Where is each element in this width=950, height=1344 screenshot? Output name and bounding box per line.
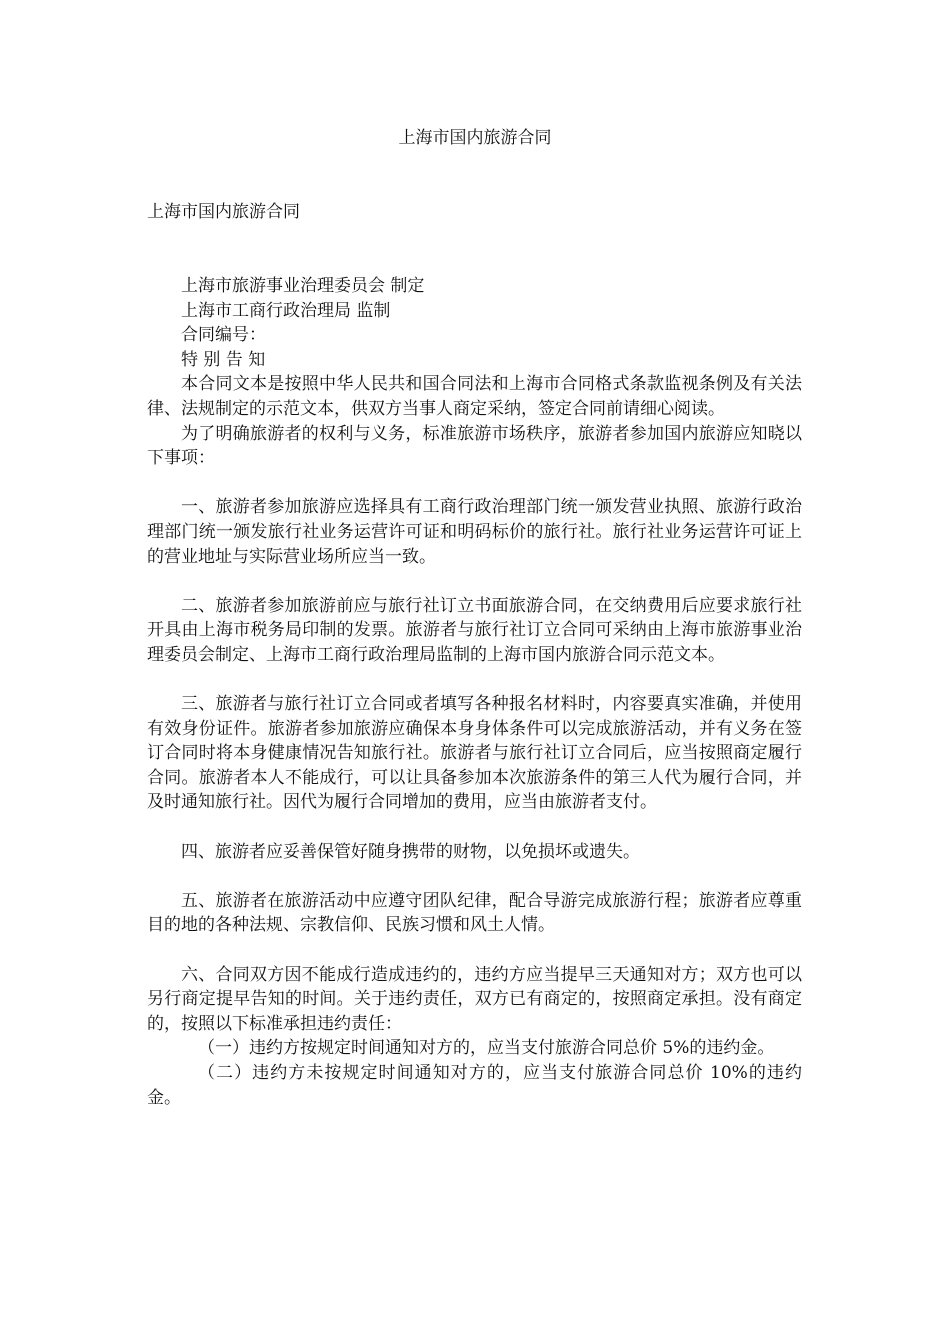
penalty-sub-item: （二）违约方未按规定时间通知对方的，应当支付旅游合同总价 10%的违约金。 (147, 1063, 802, 1108)
contract-number-label: 合同编号： (181, 325, 266, 346)
paragraph-gap (147, 938, 802, 963)
paragraph-gap (147, 815, 802, 840)
penalty-sub-item: （一）违约方按规定时间通知对方的，应当支付旅游合同总价 5%的违约金。 (198, 1038, 775, 1059)
paragraph-gap (147, 569, 802, 594)
notice-heading: 特 别 告 知 (181, 349, 266, 370)
notice-item: 五、旅游者在旅游活动中应遵守团队纪律，配合导游完成旅游行程；旅游者应尊重目的地的各种法规、宗教信仰、民族习惯和风土人情。 (147, 890, 802, 936)
intro-paragraph: 为了明确旅游者的权利与义务，标准旅游市场秩序，旅游者参加国内旅游应知晓以下事项： (147, 423, 802, 469)
notice-item: 二、旅游者参加旅游前应与旅行社订立书面旅游合同，在交纳费用后应要求旅行社开具由上海市税务局印制的发票。旅游者与旅行社订立合同可采纳由上海市旅游事业治理委员会制定、上海市工商行政治理局监制的上海市国内旅游合同示范文本。 (147, 595, 802, 665)
document-subtitle: 上海市国内旅游合同 (147, 202, 300, 222)
paragraph-gap (147, 668, 802, 693)
notice-item: 四、旅游者应妥善保管好随身携带的财物，以免损坏或遗失。 (181, 841, 640, 862)
paragraph-gap (147, 864, 802, 889)
issuer-line: 上海市旅游事业治理委员会 制定 (181, 276, 425, 296)
notice-item: 六、合同双方因不能成行造成违约的，违约方应当提早三天通知对方；双方也可以另行商定提早告知的时间。关于违约责任，双方已有商定的，按照商定承担。没有商定的，按照以下标准承担违约责任： (147, 964, 802, 1034)
intro-paragraph: 本合同文本是按照中华人民共和国合同法和上海市合同格式条款监视条例及有关法律、法规制定的示范文本，供双方当事人商定采纳，签定合同前请细心阅读。 (147, 374, 802, 419)
document-body (147, 274, 802, 1110)
supervisor-line: 上海市工商行政治理局 监制 (181, 300, 391, 321)
document-title: 上海市国内旅游合同 (398, 128, 552, 148)
notice-item: 三、旅游者与旅行社订立合同或者填写各种报名材料时，内容要真实准确，并使用有效身份证件。旅游者参加旅游应确保本身身体条件可以完成旅游活动，并有义务在签订合同时将本身健康情况告知旅行社。旅游者与旅行社订立合同后，应当按照商定履行合同。旅游者本人不能成行，可以让具备参加本次旅游条件的第三人代为履行合同，并及时通知旅行社。因代为履行合同增加的费用，应当由旅游者支付。 (147, 694, 802, 813)
notice-item: 一、旅游者参加旅游应选择具有工商行政治理部门统一颁发营业执照、旅游行政治理部门统一颁发旅行社业务运营许可证和明码标价的旅行社。旅行社业务运营许可证上的营业地址与实际营业场所应当一致。 (147, 497, 802, 567)
paragraph-gap (147, 471, 802, 496)
